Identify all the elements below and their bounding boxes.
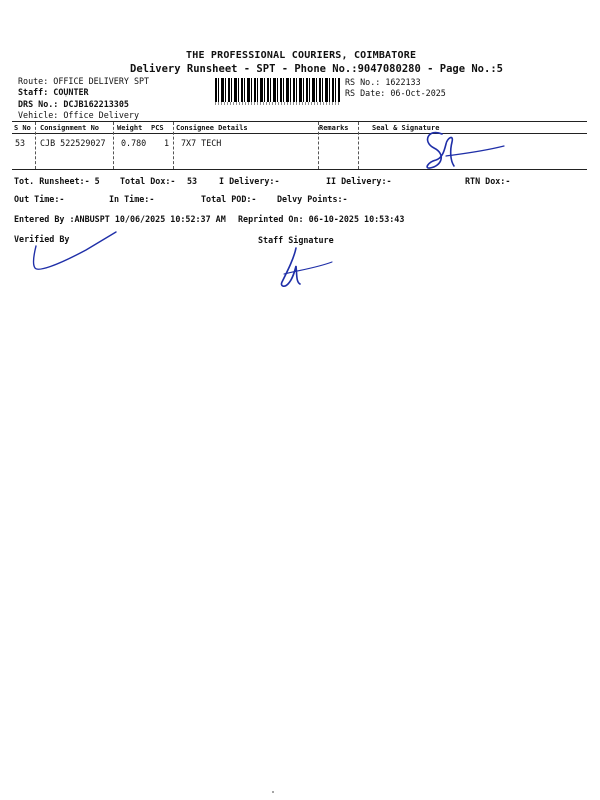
scan-speck	[272, 791, 274, 793]
rs-date: RS Date: 06-Oct-2025	[345, 88, 446, 98]
reprinted-on: Reprinted On: 06-10-2025 10:53:43	[238, 214, 405, 224]
col-header-weight: Weight	[117, 124, 143, 132]
i-delivery: I Delivery:-	[219, 176, 280, 186]
staff-signature	[270, 244, 340, 294]
staff-signature-label: Staff Signature	[258, 235, 334, 245]
col-header-seal: Seal & Signature	[372, 124, 440, 132]
in-time: In Time:-	[109, 194, 155, 204]
seal-signature	[420, 126, 510, 176]
col-header-remarks: Remarks	[319, 124, 349, 132]
col-sep	[113, 122, 114, 169]
company-name: THE PROFESSIONAL COURIERS, COIMBATORE	[186, 50, 417, 61]
drs-number: DRS No.: DCJB162213305	[18, 99, 129, 109]
barcode	[215, 78, 340, 102]
col-sep	[318, 122, 319, 169]
staff-label: Staff: COUNTER	[18, 87, 89, 97]
col-header-consignment: Consignment No	[40, 124, 100, 132]
row-weight: 0.780	[121, 138, 147, 148]
ii-delivery: II Delivery:-	[326, 176, 392, 186]
row-sno: 53	[15, 138, 26, 148]
total-dox-value: 53	[187, 176, 198, 186]
verified-by-signature	[26, 226, 126, 276]
col-header-sno: S No	[14, 124, 31, 132]
rtn-dox: RTN Dox:-	[465, 176, 511, 186]
col-sep	[173, 122, 174, 169]
barcode-underline	[215, 102, 340, 105]
route-label: Route: OFFICE DELIVERY SPT	[18, 76, 150, 86]
row-pcs: 1	[164, 138, 170, 148]
rs-number: RS No.: 1622133	[345, 77, 421, 87]
runsheet-title: Delivery Runsheet - SPT - Phone No.:9047080280 - Page No.:5	[130, 63, 503, 75]
row-consignment: CJB 522529027	[40, 138, 106, 148]
total-dox-label: Total Dox:-	[120, 176, 176, 186]
col-header-pcs: PCS	[151, 124, 164, 132]
vehicle-label: Vehicle: Office Delivery	[18, 110, 140, 120]
total-pod: Total POD:-	[201, 194, 257, 204]
scan-speck	[65, 95, 67, 97]
verified-by-label: Verified By	[14, 234, 70, 244]
col-sep	[358, 122, 359, 169]
out-time: Out Time:-	[14, 194, 65, 204]
tot-runsheet: Tot. Runsheet:- 5	[14, 176, 100, 186]
entered-by: Entered By :ANBUSPT 10/06/2025 10:52:37 AM	[14, 214, 226, 224]
row-consignee: 7X7 TECH	[181, 138, 222, 148]
col-sep	[35, 122, 36, 169]
table-top-border	[12, 121, 587, 122]
col-header-consignee: Consignee Details	[176, 124, 248, 132]
delvy-points: Delvy Points:-	[277, 194, 348, 204]
